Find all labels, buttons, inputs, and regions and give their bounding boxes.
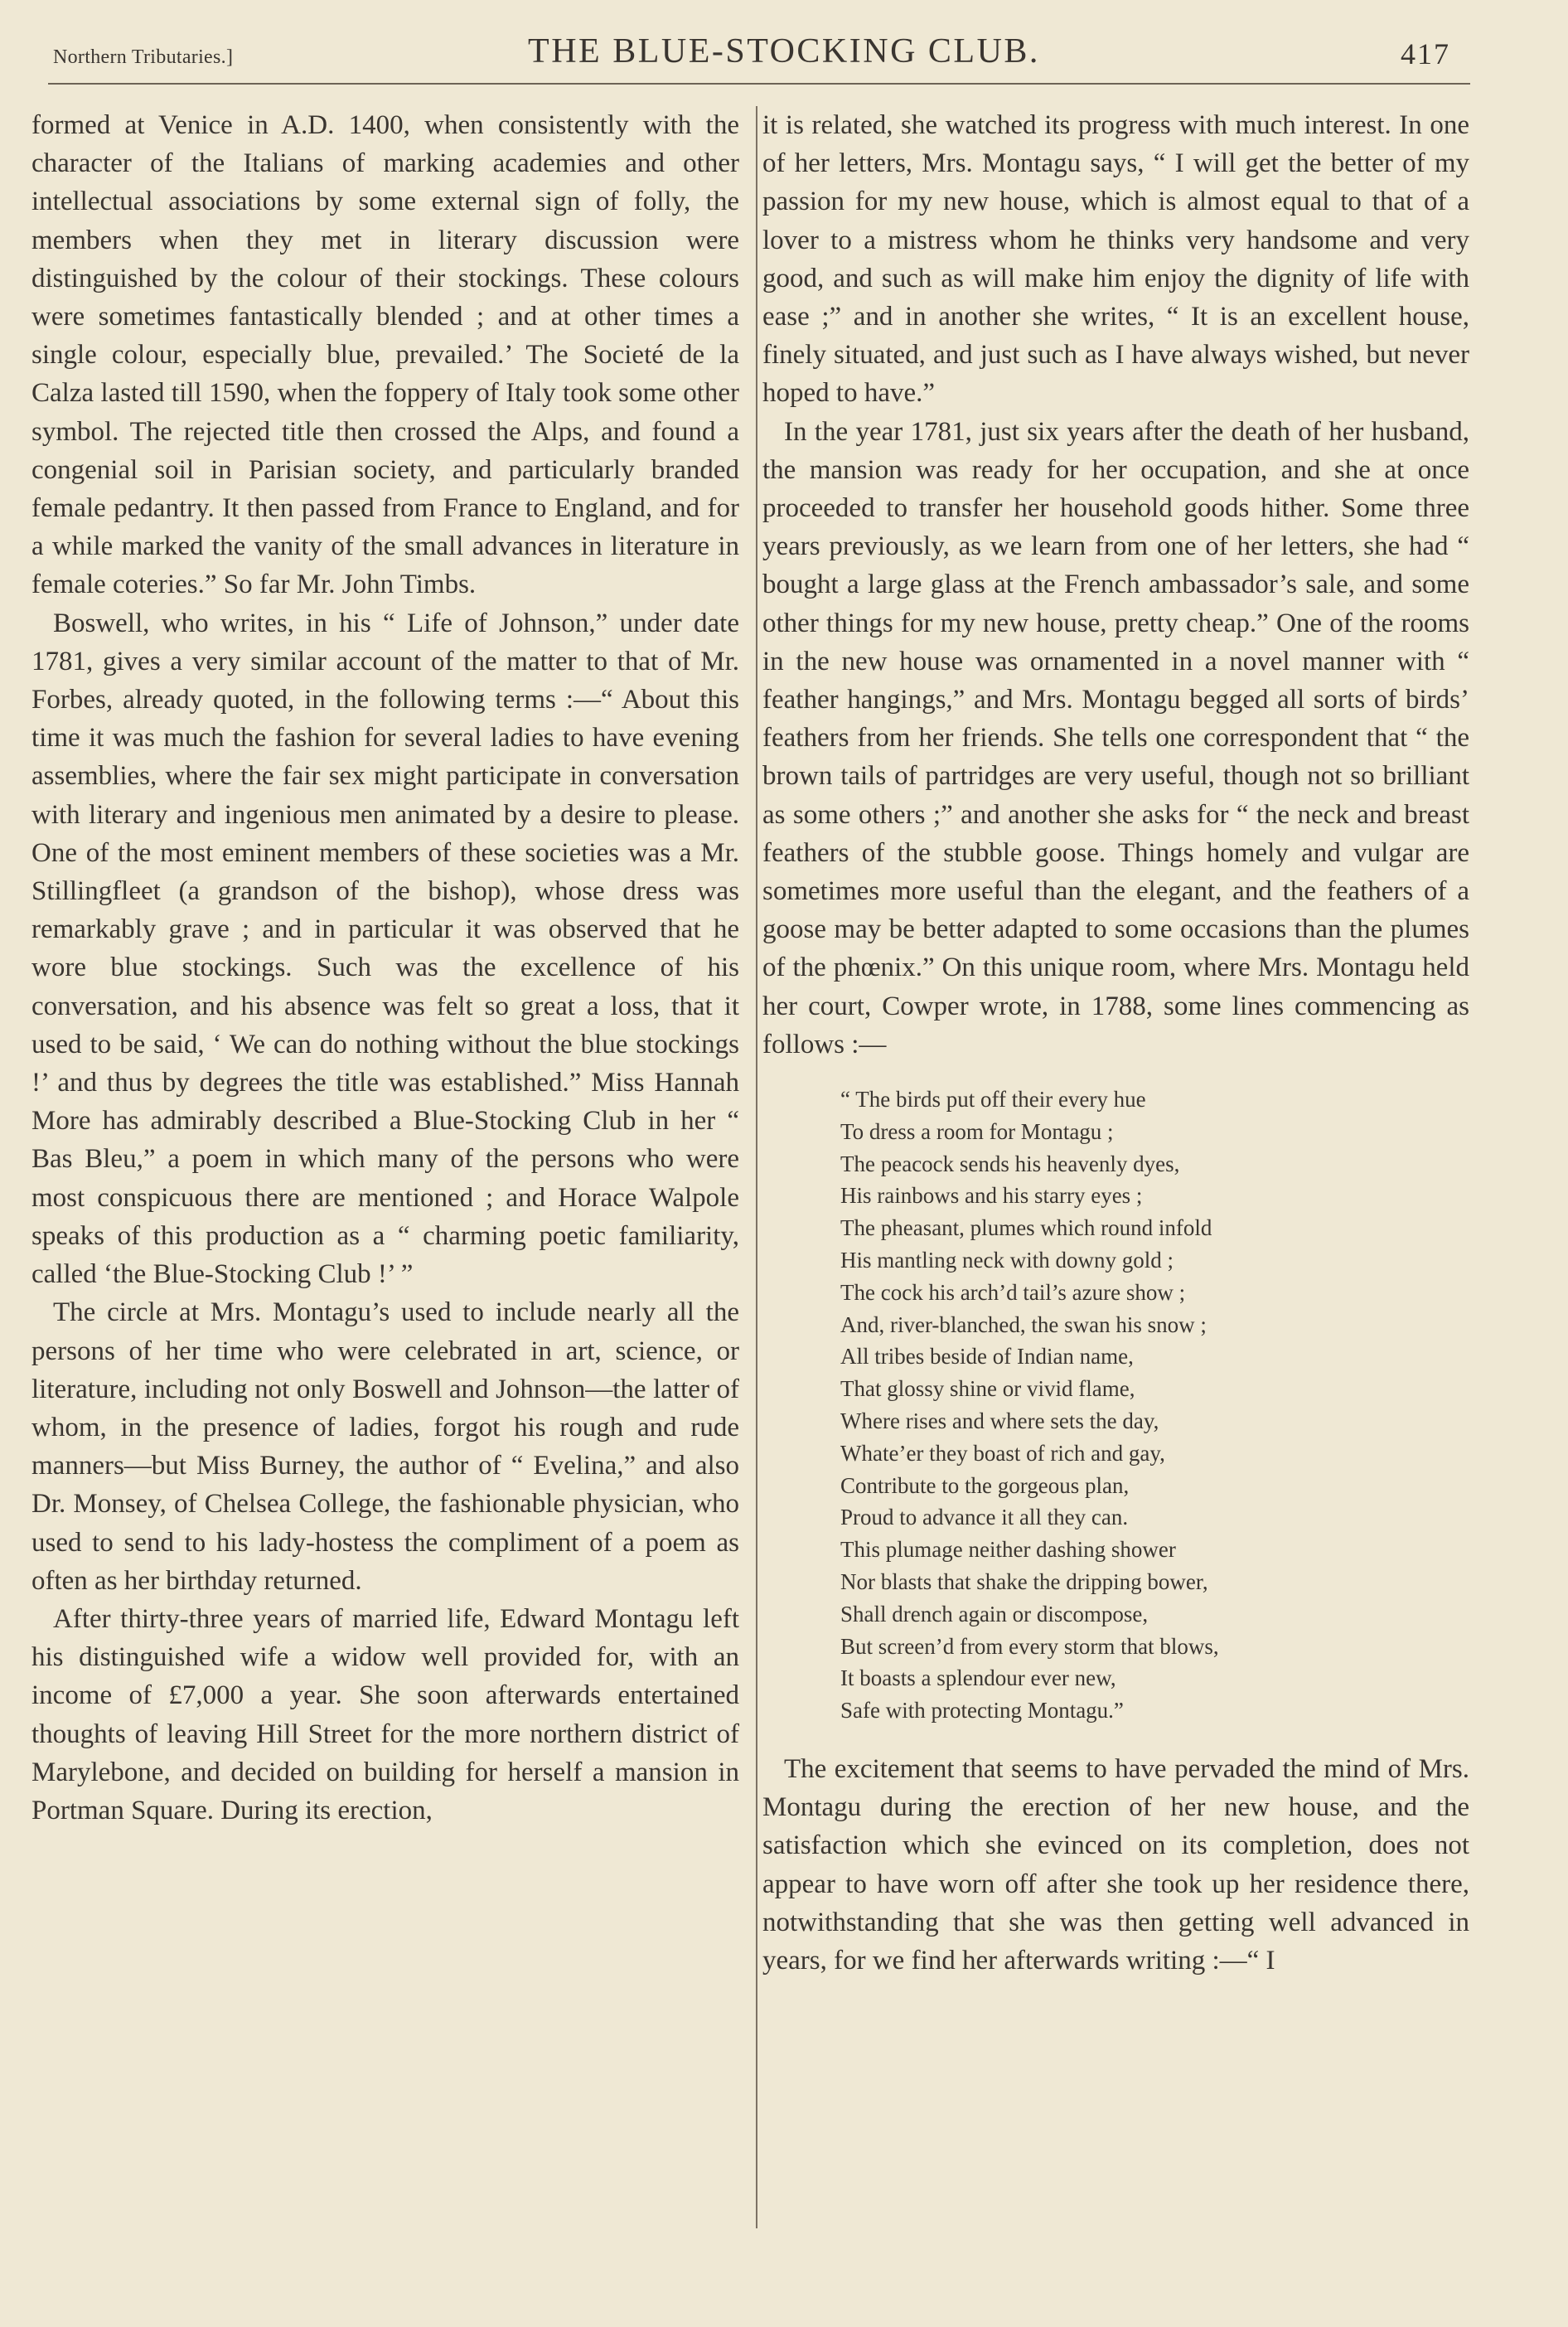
verse-line: That glossy shine or vivid flame, (840, 1376, 1135, 1402)
page-number: 417 (1401, 37, 1450, 70)
verse-line: This plumage neither dashing shower (840, 1537, 1176, 1563)
verse-line: And, river-blanched, the swan his snow ; (840, 1311, 1207, 1337)
paragraph: Boswell, who writes, in his “ Life of Johnson,” under date 1781, gives a very similar account of the matter to that of Mr. Forbes, already quoted, in the following terms :—“ About this time it was much the fashion for several ladies to have evening assemblies, where the fair sex might participate in conversation with literary and ingenious men animated by a desire to please. One of the most eminent members of these societies was a Mr. Stillingfleet (a grandson of the bishop), whose dress was remarkably grave ; and in particular it was observed that he wore blue stockings. Such was the excellence of his conversation, and his absence was felt so great a loss, that it used to be said, ‘ We can do nothing without the blue stockings !’ and thus by degrees the title was established.” Miss Hannah More has admirably described a Blue-Stocking Club in her “ Bas Bleu,” a poem in which many of the persons who were most conspicuous there are mentioned ; and Horace Walpole speaks of this production as a “ charming poetic familiarity, called ‘the Blue-Stocking Club !’ ” (31, 608, 739, 1290)
verse-line: All tribes beside of Indian name, (840, 1344, 1134, 1370)
verse-line: Contribute to the gorgeous plan, (840, 1472, 1130, 1498)
right-column (762, 106, 1469, 1980)
verse-line: The peacock sends his heavenly dyes, (840, 1151, 1180, 1176)
verse-line: Whate’er they boast of rich and gay, (840, 1440, 1165, 1466)
verse-line: Safe with protecting Montagu.” (840, 1698, 1124, 1723)
running-head-section: Northern Tributaries.] (53, 46, 234, 68)
verse-line: Proud to advance it all they can. (840, 1505, 1129, 1530)
verse-line: “ The birds put off their every hue (840, 1087, 1146, 1113)
poem-quotation (840, 1084, 1469, 1727)
paragraph: it is related, she watched its progress with much interest. In one of her letters, Mrs. Montagu says, “ I will get the better of my passion for my new house, which is almost equal to that of a lover to a mistress whom he thinks very handsome and very good, and such as will make him enjoy the dignity of life with ease ;” and in another she writes, “ It is an excellent house, finely situated, and just such as I have always wished, but never hoped to have.” (762, 110, 1469, 409)
paragraph: formed at Venice in A.D. 1400, when consistently with the character of the Italians of marking academies and other intellectual associations by some external sign of folly, the members when they met in literary discussion were distinguished by the colour of their stockings. These colours were sometimes fantastically blended ; and at other times a single colour, especially blue, prevailed.’ The Societé de la Calza lasted till 1590, when the foppery of Italy took some other symbol. The rejected title then crossed the Alps, and found a congenial soil in Parisian society, and particularly branded female pedantry. It then passed from France to England, and for a while marked the vanity of the small advances in literature in female coteries.” So far Mr. John Timbs. (31, 110, 739, 600)
column-divider (756, 106, 757, 2228)
verse-line: His mantling neck with downy gold ; (840, 1248, 1174, 1273)
verse-line: It boasts a splendour ever new, (840, 1665, 1116, 1691)
verse-line: To dress a room for Montagu ; (840, 1118, 1114, 1144)
verse-line: Shall drench again or discompose, (840, 1601, 1149, 1626)
paragraph: After thirty-three years of married life, Edward Montagu left his distinguished wife a widow well provided for, with an income of £7,000 a year. She soon afterwards entertained thoughts of leaving Hill Street for the more northern district of Marylebone, and decided on building for herself a mansion in Portman Square. During its erection, (31, 1603, 739, 1825)
paragraph: The circle at Mrs. Montagu’s used to include nearly all the persons of her time who were celebrated in art, science, or literature, including not only Boswell and Johnson—the latter of whom, in the presence of ladies, forgot his rough and rude manners—but Miss Burney, the author of “ Evelina,” and also Dr. Monsey, of Chelsea College, the fashionable physician, who used to send to his lady-hostess the compliment of a poem as often as her birthday returned. (31, 1297, 739, 1596)
verse-line: The pheasant, plumes which round infold (840, 1215, 1212, 1241)
left-column (31, 106, 739, 1830)
running-head-title: THE BLUE-STOCKING CLUB. (528, 32, 1040, 70)
verse-line: The cock his arch’d tail’s azure show ; (840, 1279, 1186, 1305)
verse-line: Nor blasts that shake the dripping bower, (840, 1569, 1208, 1595)
header-rule (48, 83, 1470, 85)
verse-line: But screen’d from every storm that blows, (840, 1633, 1219, 1659)
verse-line: His rainbows and his starry eyes ; (840, 1183, 1143, 1209)
verse-line: Where rises and where sets the day, (840, 1408, 1159, 1434)
paragraph: In the year 1781, just six years after the death of her husband, the mansion was ready for her occupation, and she at once proceeded to transfer her household goods hither. Some three years previously, as we learn from one of her letters, she had “ bought a large glass at the French ambassador’s sale, and some other things for my new house, pretty cheap.” One of the rooms in the new house was ornamented in a novel manner with “ feather hangings,” and Mrs. Montagu begged all sorts of birds’ feathers from her friends. She tells one correspondent that “ the brown tails of partridges are very useful, though not so brilliant as some others ;” and another she asks for “ the neck and breast feathers of the stubble goose. Things homely and vulgar are sometimes more useful than the elegant, and the feathers of a goose may be better adapted to some occasions than the plumes of the phœnix.” On this unique room, where Mrs. Montagu held her court, Cowper wrote, in 1788, some lines commencing as follows :— (762, 416, 1469, 1059)
paragraph: The excitement that seems to have pervaded the mind of Mrs. Montagu during the erection of her new house, and the satisfaction which she evinced on its completion, does not appear to have worn off after she took up her residence there, notwithstanding that she was then getting well advanced in years, for we find her afterwards writing :—“ I (762, 1754, 1469, 1976)
